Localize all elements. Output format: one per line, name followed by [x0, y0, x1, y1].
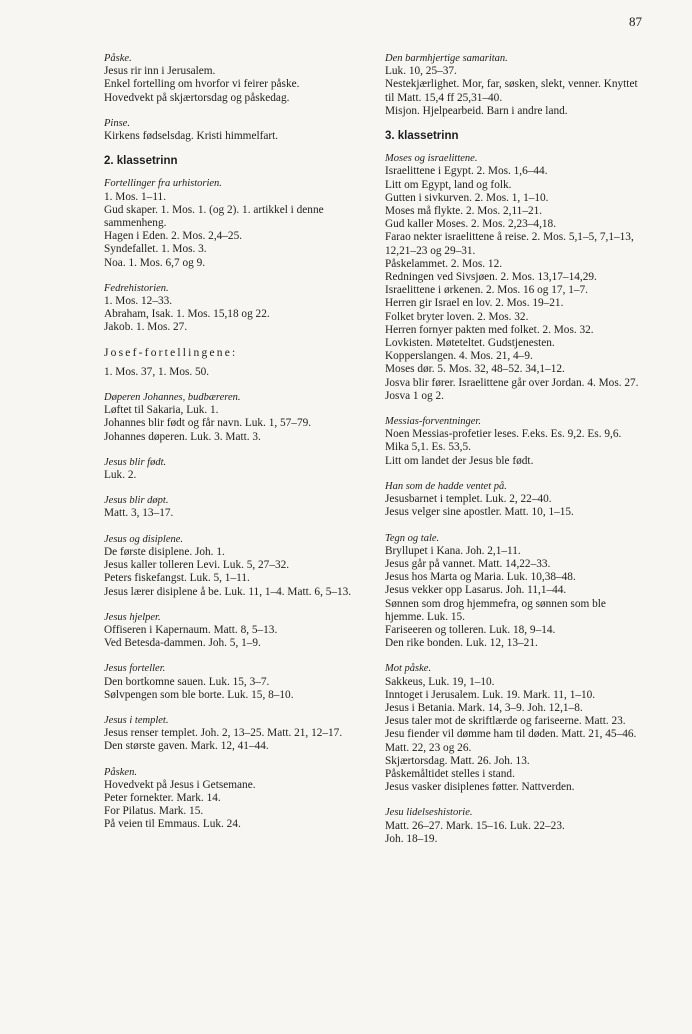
text-line: Jesus hos Marta og Maria. Luk. 10,38–48. [385, 571, 576, 584]
text-line: De første disiplene. Joh. 1. [104, 545, 225, 558]
text-block [385, 415, 641, 468]
text-line: Lovkisten. Møteteltet. Gudstjenesten. [385, 337, 555, 350]
text-line: Jesus vekker opp Lasarus. Joh. 11,1–44. [385, 584, 567, 597]
text-line: Bryllupet i Kana. Joh. 2,1–11. [385, 544, 521, 557]
text-line: Offiseren i Kapernaum. Matt. 8, 5–13. [104, 623, 278, 636]
topic-heading: Den barmhjertige samaritan. [385, 53, 508, 64]
text-block [104, 177, 358, 269]
text-line: Johannes blir født og får navn. Luk. 1, 57–79. [104, 417, 312, 430]
text-block [104, 714, 358, 754]
text-line: På veien til Emmaus. Luk. 24. [104, 818, 241, 831]
topic-heading: Pinse. [104, 117, 130, 129]
topic-heading: Jesus blir født. [104, 456, 167, 468]
text-line: Abraham, Isak. 1. Mos. 15,18 og 22. [104, 308, 270, 321]
text-line: Luk. 2. [104, 469, 137, 482]
text-line: Den største gaven. Mark. 12, 41–44. [104, 740, 269, 753]
text-line: Sakkeus, Luk. 19, 1–10. [385, 675, 495, 688]
topic-heading: Jesus i templet. [104, 714, 169, 726]
topic-heading: Jesus forteller. [104, 663, 166, 675]
text-line: Farao nekter israelittene å reise. 2. Mos. 5,1–5, 7,1–13, 12,21–23 og 29–31. [385, 231, 634, 257]
text-line: Jakob. 1. Mos. 27. [104, 321, 188, 334]
text-block [104, 391, 358, 444]
text-line: 1. Mos. 37, 1. Mos. 50. [104, 365, 210, 378]
text-block [104, 611, 358, 651]
text-line: Hagen i Eden. 2. Mos. 2,4–25. [104, 230, 243, 243]
text-block [104, 533, 358, 599]
text-line: Jesus går på vannet. Matt. 14,22–33. [385, 557, 551, 570]
text-line: 1. Mos. 12–33. [104, 295, 173, 308]
text-line: Kirkens fødselsdag. Kristi himmelfart. [104, 130, 279, 143]
text-block [104, 662, 358, 702]
left-column [104, 52, 358, 844]
text-line: Løftet til Sakaria, Luk. 1. [104, 404, 219, 417]
right-column [385, 52, 641, 858]
text-line: Herren gir Israel en lov. 2. Mos. 19–21. [385, 297, 564, 310]
section-heading: 3. klassetrinn [385, 130, 459, 143]
section-heading: 2. klassetrinn [104, 155, 178, 168]
text-line: 1. Mos. 1–11. [104, 190, 167, 203]
text-line: Kopperslangen. 4. Mos. 21, 4–9. [385, 350, 533, 363]
text-line: Folket bryter loven. 2. Mos. 32. [385, 310, 529, 323]
text-line: Jesu fiender vil dømme ham til døden. Matt. 21, 45–46. Matt. 22, 23 og 26. [385, 728, 637, 754]
topic-heading: Tegn og tale. [385, 532, 440, 544]
topic-heading: Mot påske. [385, 663, 432, 675]
text-line: Jesus velger sine apostler. Matt. 10, 1–15. [385, 506, 574, 519]
spaced-heading: Josef-fortellingene: [104, 346, 238, 359]
text-line: Moses dør. 5. Mos. 32, 48–52. 34,1–12. [385, 363, 565, 376]
text-line: Fariseeren og tolleren. Luk. 18, 9–14. [385, 623, 556, 636]
text-line: Jesus renser templet. Joh. 2, 13–25. Matt. 21, 12–17. [104, 727, 343, 740]
text-block [104, 52, 358, 105]
text-line: For Pilatus. Mark. 15. [104, 805, 204, 818]
text-line: Redningen ved Sivsjøen. 2. Mos. 13,17–14,29. [385, 271, 597, 284]
text-block [385, 52, 641, 118]
text-line: Johannes døperen. Luk. 3. Matt. 3. [104, 430, 261, 443]
text-line: Sønnen som drog hjemmefra, og sønnen som ble hjemme. Luk. 15. [385, 597, 606, 623]
text-line: Herren fornyer pakten med folket. 2. Mos. 32. [385, 323, 594, 336]
text-line: Enkel fortelling om hvorfor vi feirer påske. [104, 78, 300, 91]
text-line: Luk. 10, 25–37. [385, 65, 457, 78]
topic-heading: Messias-forventninger. [385, 416, 481, 428]
text-block [385, 480, 641, 520]
text-line: Jesusbarnet i templet. Luk. 2, 22–40. [385, 493, 552, 506]
text-line: Litt om landet der Jesus ble født. [385, 454, 534, 467]
topic-heading: Jesus blir døpt. [104, 495, 169, 507]
text-line: Den rike bonden. Luk. 12, 13–21. [385, 637, 538, 650]
text-line: Gud kaller Moses. 2. Mos. 2,23–4,18. [385, 218, 557, 231]
topic-heading: Døperen Johannes, budbæreren. [104, 392, 241, 404]
text-block [104, 494, 358, 520]
text-line: Hovedvekt på skjærtorsdag og påskedag. [104, 91, 290, 104]
topic-heading: Påsken. [104, 766, 137, 778]
text-line: Peters fiskefangst. Luk. 5, 1–11. [104, 572, 250, 585]
text-line: Jesus i Betania. Mark. 14, 3–9. Joh. 12,1–8. [385, 701, 583, 714]
text-line: Peter fornekter. Mark. 14. [104, 791, 221, 804]
text-line: Israelittene i ørkenen. 2. Mos. 16 og 17, 1–7. [385, 284, 588, 297]
text-block [104, 456, 358, 482]
text-line: Joh. 18–19. [385, 832, 438, 845]
topic-heading: Påske. [104, 53, 132, 64]
text-line: Nestekjærlighet. Mor, far, søsken, slekt, venner. Knyttet til Matt. 15,4 ff 25,31–40. [385, 78, 638, 104]
text-block [104, 347, 358, 379]
text-line: Moses må flykte. 2. Mos. 2,11–21. [385, 205, 543, 218]
text-line: Jesus lærer disiplene å be. Luk. 11, 1–4. Matt. 6, 5–13. [104, 585, 352, 598]
text-line: Skjærtorsdag. Matt. 26. Joh. 13. [385, 754, 530, 767]
text-block [385, 152, 641, 403]
topic-heading: Jesus og disiplene. [104, 533, 184, 545]
page-number: 87 [629, 14, 642, 29]
topic-heading: Moses og israelittene. [385, 153, 478, 165]
text-line: Israelittene i Egypt. 2. Mos. 1,6–44. [385, 165, 548, 178]
text-line: Gud skaper. 1. Mos. 1. (og 2). 1. artikkel i denne sammenheng. [104, 203, 324, 230]
text-line: Matt. 3, 13–17. [104, 507, 174, 520]
text-line: Gutten i sivkurven. 2. Mos. 1, 1–10. [385, 191, 549, 204]
text-block [385, 806, 641, 846]
text-block [385, 662, 641, 794]
text-line: Syndefallet. 1. Mos. 3. [104, 243, 207, 256]
text-block [104, 766, 358, 832]
text-line: Jesus kaller tolleren Levi. Luk. 5, 27–32. [104, 559, 290, 572]
text-line: Påskemåltidet stelles i stand. [385, 767, 515, 780]
text-line: Inntoget i Jerusalem. Luk. 19. Mark. 11, 1–10. [385, 688, 596, 701]
text-line: Den bortkomne sauen. Luk. 15, 3–7. [104, 675, 270, 688]
text-line: Jesus taler mot de skriftlærde og fariseerne. Matt. 23. [385, 715, 626, 728]
text-block [104, 117, 358, 143]
topic-heading: Jesu lidelseshistorie. [385, 807, 473, 819]
topic-heading: Fortellinger fra urhistorien. [104, 178, 222, 190]
topic-heading: Jesus hjelper. [104, 611, 161, 623]
text-line: Sølvpengen som ble borte. Luk. 15, 8–10. [104, 688, 294, 701]
topic-heading: Han som de hadde ventet på. [385, 480, 507, 492]
text-line: Matt. 26–27. Mark. 15–16. Luk. 22–23. [385, 819, 565, 832]
text-line: Hovedvekt på Jesus i Getsemane. [104, 778, 256, 791]
text-line: Jesus rir inn i Jerusalem. [104, 65, 216, 78]
text-line: Noen Messias-profetier leses. F.eks. Es. 9,2. Es. 9,6. Mika 5,1. Es. 53,5. [385, 428, 622, 454]
text-line: Jesus vasker disiplenes føtter. Nattverden. [385, 781, 575, 794]
text-line: Påskelammet. 2. Mos. 12. [385, 257, 503, 270]
text-line: Misjon. Hjelpearbeid. Barn i andre land. [385, 104, 568, 117]
text-line: Litt om Egypt, land og folk. [385, 178, 512, 191]
text-block [104, 282, 358, 335]
topic-heading: Fedrehistorien. [104, 282, 169, 294]
text-block [385, 532, 641, 651]
text-line: Josva blir fører. Israelittene går over Jordan. 4. Mos. 27. Josva 1 og 2. [385, 376, 639, 402]
text-line: Ved Betesda-dammen. Joh. 5, 1–9. [104, 637, 261, 650]
text-line: Noa. 1. Mos. 6,7 og 9. [104, 256, 206, 269]
